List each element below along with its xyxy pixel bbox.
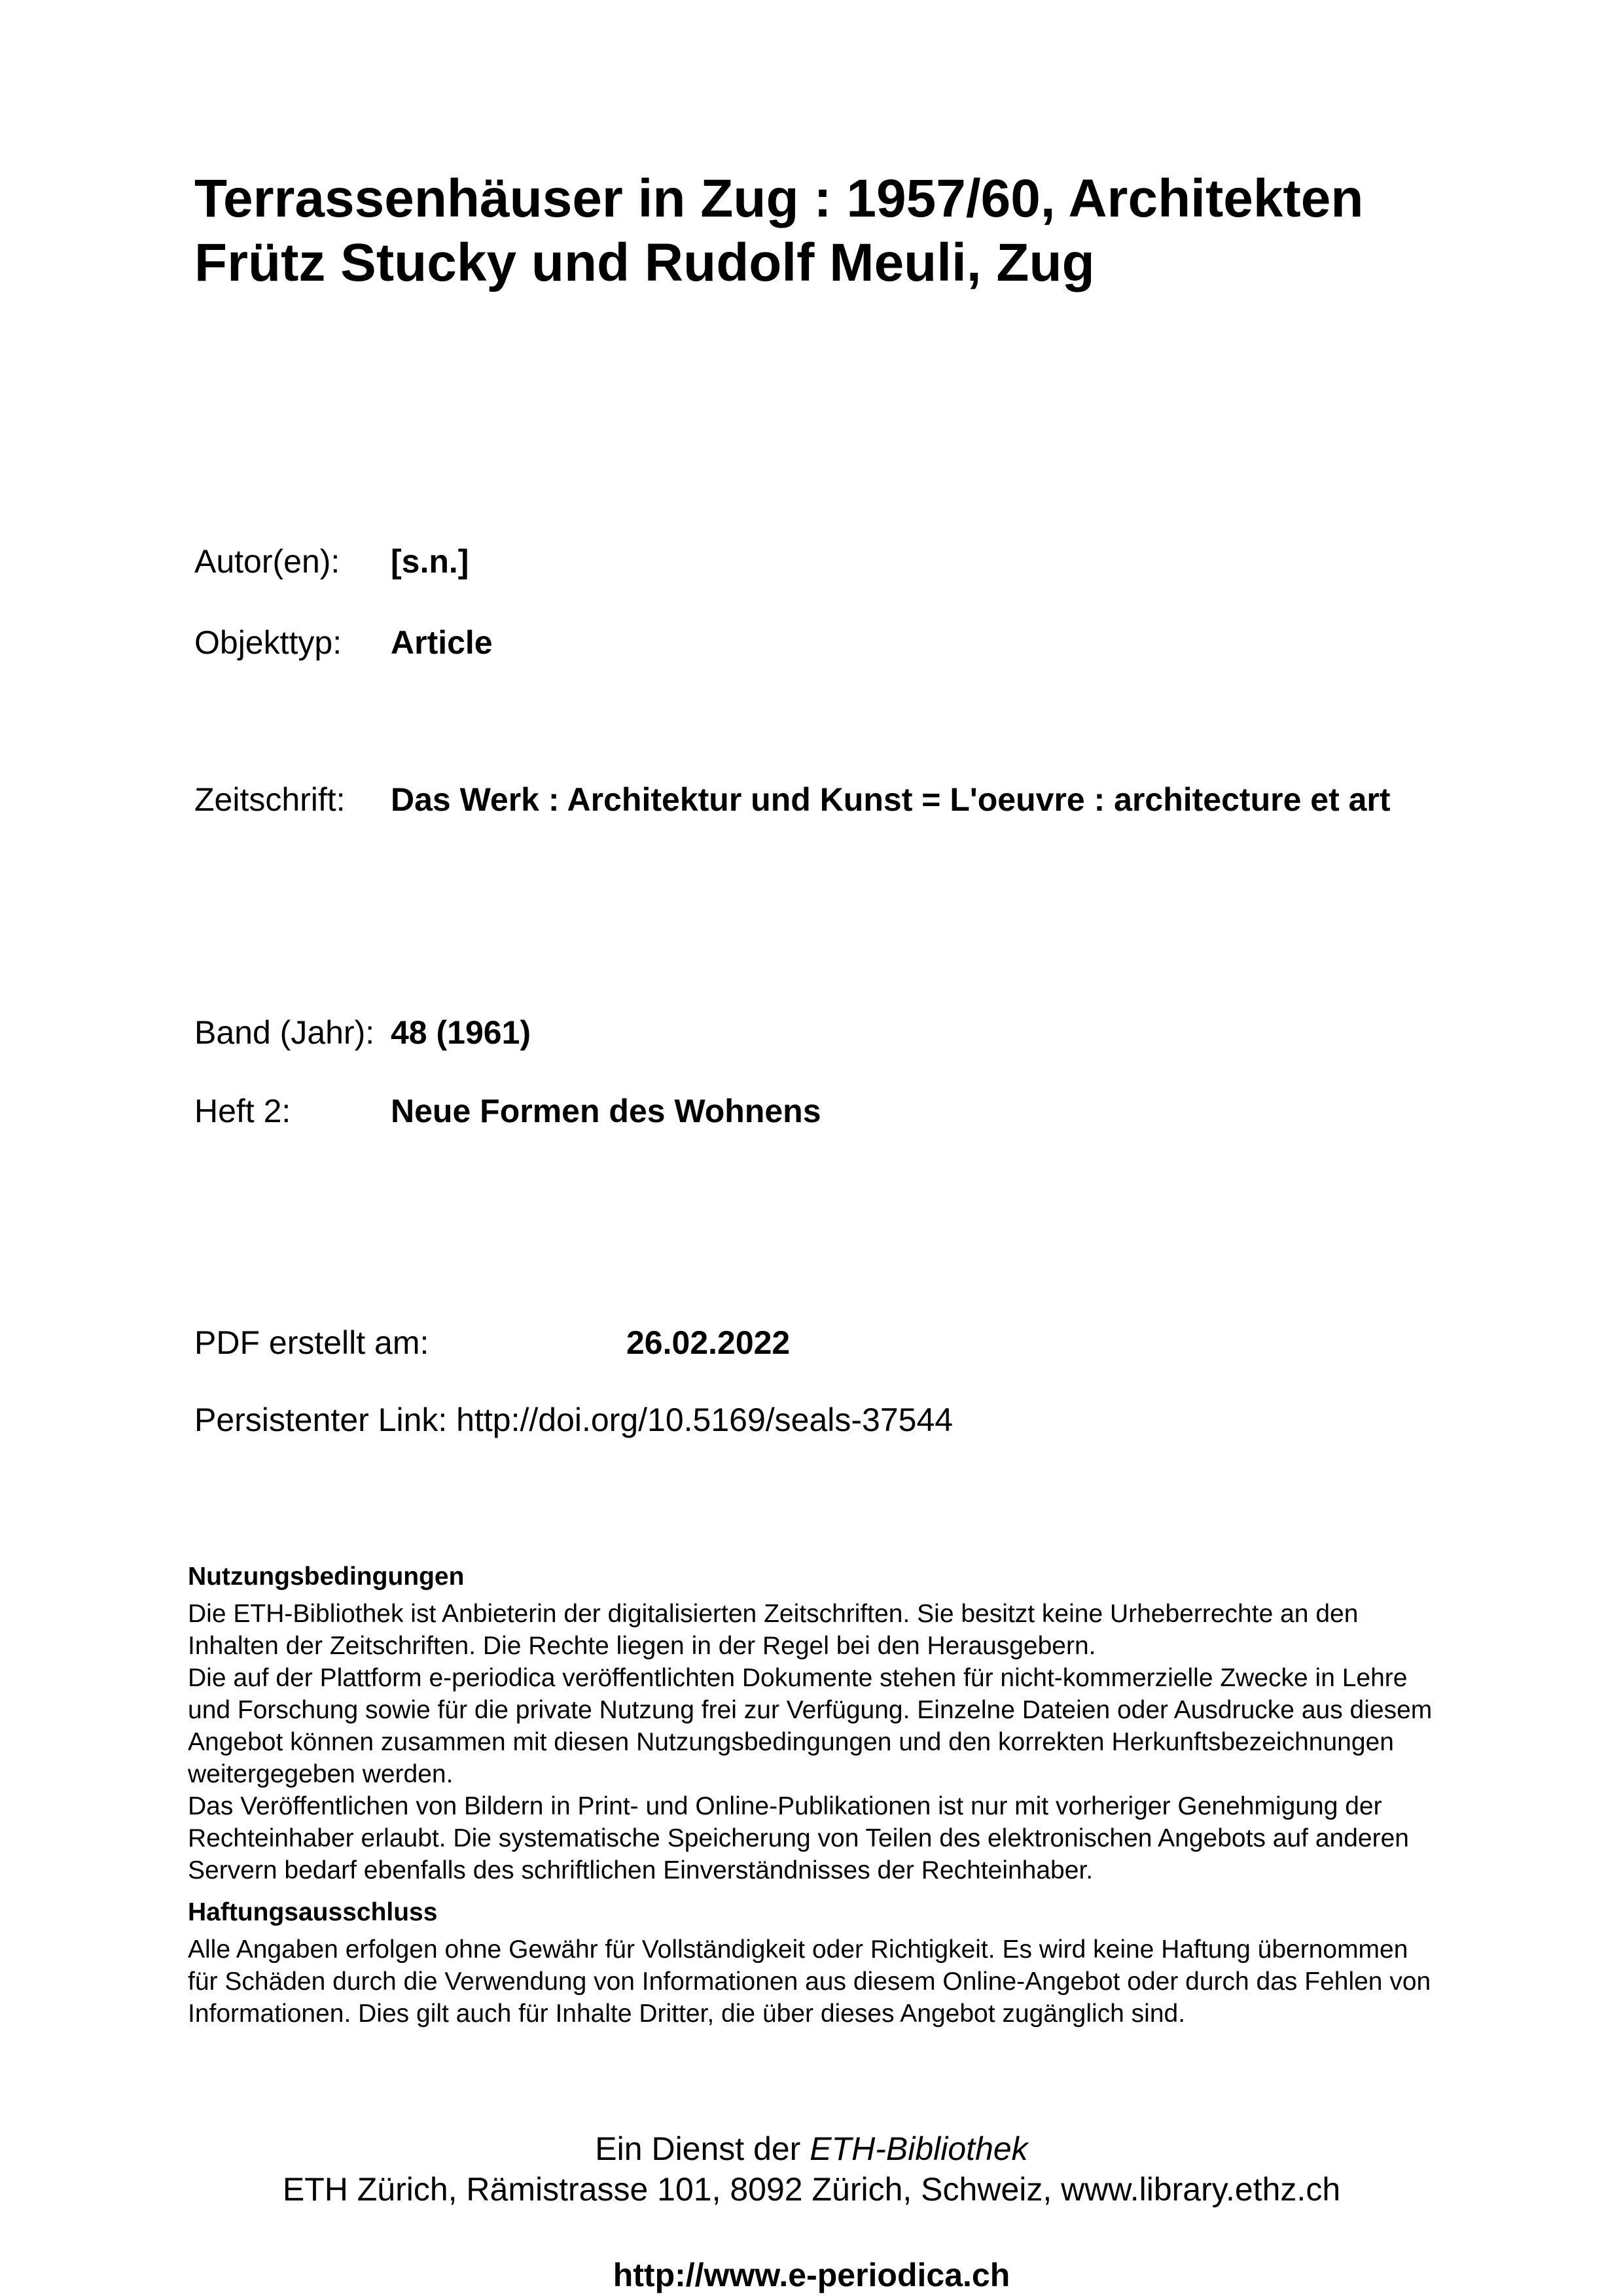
- journal-label: Zeitschrift:: [194, 781, 346, 818]
- authors-label: Autor(en):: [194, 543, 340, 580]
- terms-paragraph-2: Die auf der Plattform e-periodica veröffentlichten Dokumente stehen für nicht-kommerzielle Zwecke in Lehre und Forschung sowie für die private Nutzung frei zur Verfügung. Einzelne Dateien oder Ausdrucke aus diesem Angebot können zusammen mit diesen Nutzungsbedingungen und den korrekten Herkunftsbezeichnungen weitergegeben werden.: [188, 1664, 1433, 1788]
- terms-paragraph-1: Die ETH-Bibliothek ist Anbieterin der digitalisierten Zeitschriften. Sie besitzt keine Urheberrechte an den Inhalten der Zeitschriften. Die Rechte liegen in der Regel bei den Herausgebern.: [188, 1600, 1359, 1660]
- persistent-link[interactable]: Persistenter Link: http://doi.org/10.5169/seals-37544: [194, 1402, 954, 1438]
- terms-heading: Nutzungsbedingungen: [188, 1563, 465, 1591]
- footer-service-prefix: Ein Dienst der: [595, 2130, 810, 2167]
- footer-service: [0, 2128, 1623, 2169]
- type-value: Article: [391, 624, 493, 661]
- type-label: Objekttyp:: [194, 624, 342, 661]
- volume-value: 48 (1961): [391, 1014, 531, 1051]
- issue-label: Heft 2:: [194, 1093, 291, 1129]
- terms-section: [188, 1561, 1444, 1886]
- document-title: [194, 167, 1490, 295]
- terms-paragraph-3: Das Veröffentlichen von Bildern in Print- und Online-Publikationen ist nur mit vorheriger Genehmigung der Rechteinhaber erlaubt. Die systematische Speicherung von Teilen des elektronischen Angebots auf anderen Servern bedarf ebenfalls des schriftlichen Einverständnisses der Rechteinhaber.: [188, 1792, 1409, 1884]
- footer-library-name: ETH-Bibliothek: [810, 2130, 1028, 2167]
- pdf-date-label: PDF erstellt am:: [194, 1324, 429, 1361]
- footer-address: ETH Zürich, Rämistrasse 101, 8092 Zürich, Schweiz, www.library.ethz.ch: [282, 2171, 1341, 2208]
- journal-value: Das Werk : Architektur und Kunst = L'oeuvre : architecture et art: [391, 781, 1391, 818]
- footer-url-link[interactable]: http://www.e-periodica.ch: [613, 2257, 1010, 2293]
- disclaimer-section: [188, 1896, 1444, 2030]
- title-line-1: Terrassenhäuser in Zug : 1957/60, Architekten: [194, 169, 1364, 228]
- pdf-date-value: 26.02.2022: [626, 1324, 791, 1361]
- disclaimer-heading: Haftungsausschluss: [188, 1898, 438, 1926]
- authors-value: [s.n.]: [391, 543, 469, 580]
- title-line-2: Frütz Stucky und Rudolf Meuli, Zug: [194, 233, 1095, 292]
- volume-label: Band (Jahr):: [194, 1014, 375, 1051]
- issue-value: Neue Formen des Wohnens: [391, 1093, 821, 1129]
- disclaimer-paragraph: Alle Angaben erfolgen ohne Gewähr für Vollständigkeit oder Richtigkeit. Es wird keine Haftung übernommen für Schäden durch die Verwendung von Informationen aus diesem Online-Angebot oder durch das Fehlen von Informationen. Dies gilt auch für Inhalte Dritter, die über dieses Angebot zugänglich sind.: [188, 1935, 1431, 2028]
